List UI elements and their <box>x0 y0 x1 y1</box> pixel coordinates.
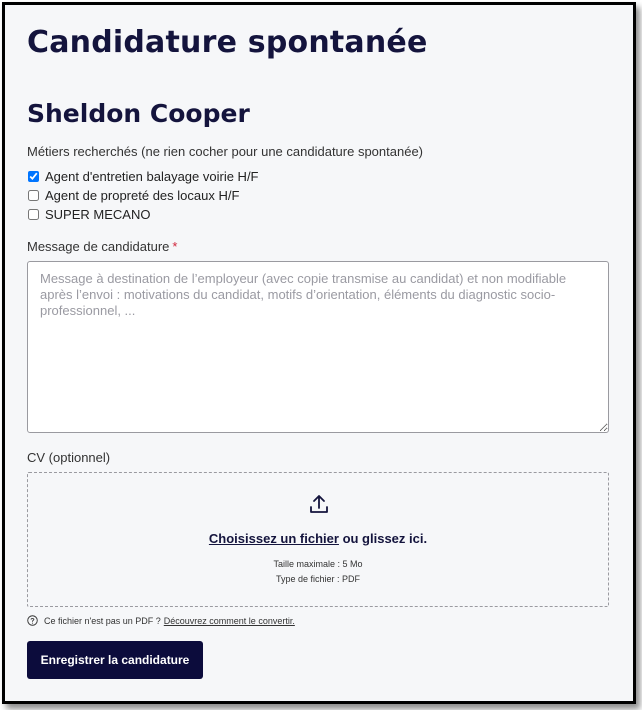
job-checkbox[interactable] <box>28 209 39 220</box>
cv-dropzone[interactable] <box>27 472 609 607</box>
job-option[interactable] <box>27 167 259 186</box>
jobs-checkbox-list <box>27 167 259 224</box>
upload-icon <box>308 493 330 515</box>
job-option[interactable] <box>27 186 259 205</box>
job-option-label: SUPER MECANO <box>45 207 151 222</box>
dropzone-instructions <box>28 531 608 546</box>
pdf-hint <box>27 615 295 626</box>
jobs-label: Métiers recherchés (ne rien cocher pour une candidature spontanée) <box>27 144 424 159</box>
max-size-text: Taille maximale : 5 Mo <box>273 559 363 569</box>
job-option-label: Agent d'entretien balayage voirie H/F <box>45 169 259 184</box>
hint-text: Ce fichier n'est pas un PDF ? <box>44 615 161 626</box>
job-option[interactable] <box>27 205 259 224</box>
job-checkbox[interactable] <box>28 171 39 182</box>
drop-text: ou glissez ici. <box>338 531 428 546</box>
required-marker: * <box>172 239 178 254</box>
message-label <box>27 239 177 254</box>
submit-application-button[interactable]: Enregistrer la candidature <box>27 641 203 679</box>
cv-label: CV (optionnel) <box>27 450 111 465</box>
message-label-text: Message de candidature <box>27 239 170 254</box>
choose-file-link[interactable]: Choisissez un fichier <box>208 531 339 546</box>
job-option-label: Agent de propreté des locaux H/F <box>45 188 240 203</box>
job-checkbox[interactable] <box>28 190 39 201</box>
page-title: Candidature spontanée <box>27 25 428 60</box>
application-form-panel <box>2 2 636 704</box>
question-circle-icon <box>27 615 38 626</box>
file-type-text: Type de fichier : PDF <box>275 574 361 584</box>
message-textarea[interactable] <box>27 261 609 433</box>
convert-help-link[interactable]: Découvrez comment le convertir. <box>163 615 295 626</box>
candidate-name: Sheldon Cooper <box>27 99 250 128</box>
